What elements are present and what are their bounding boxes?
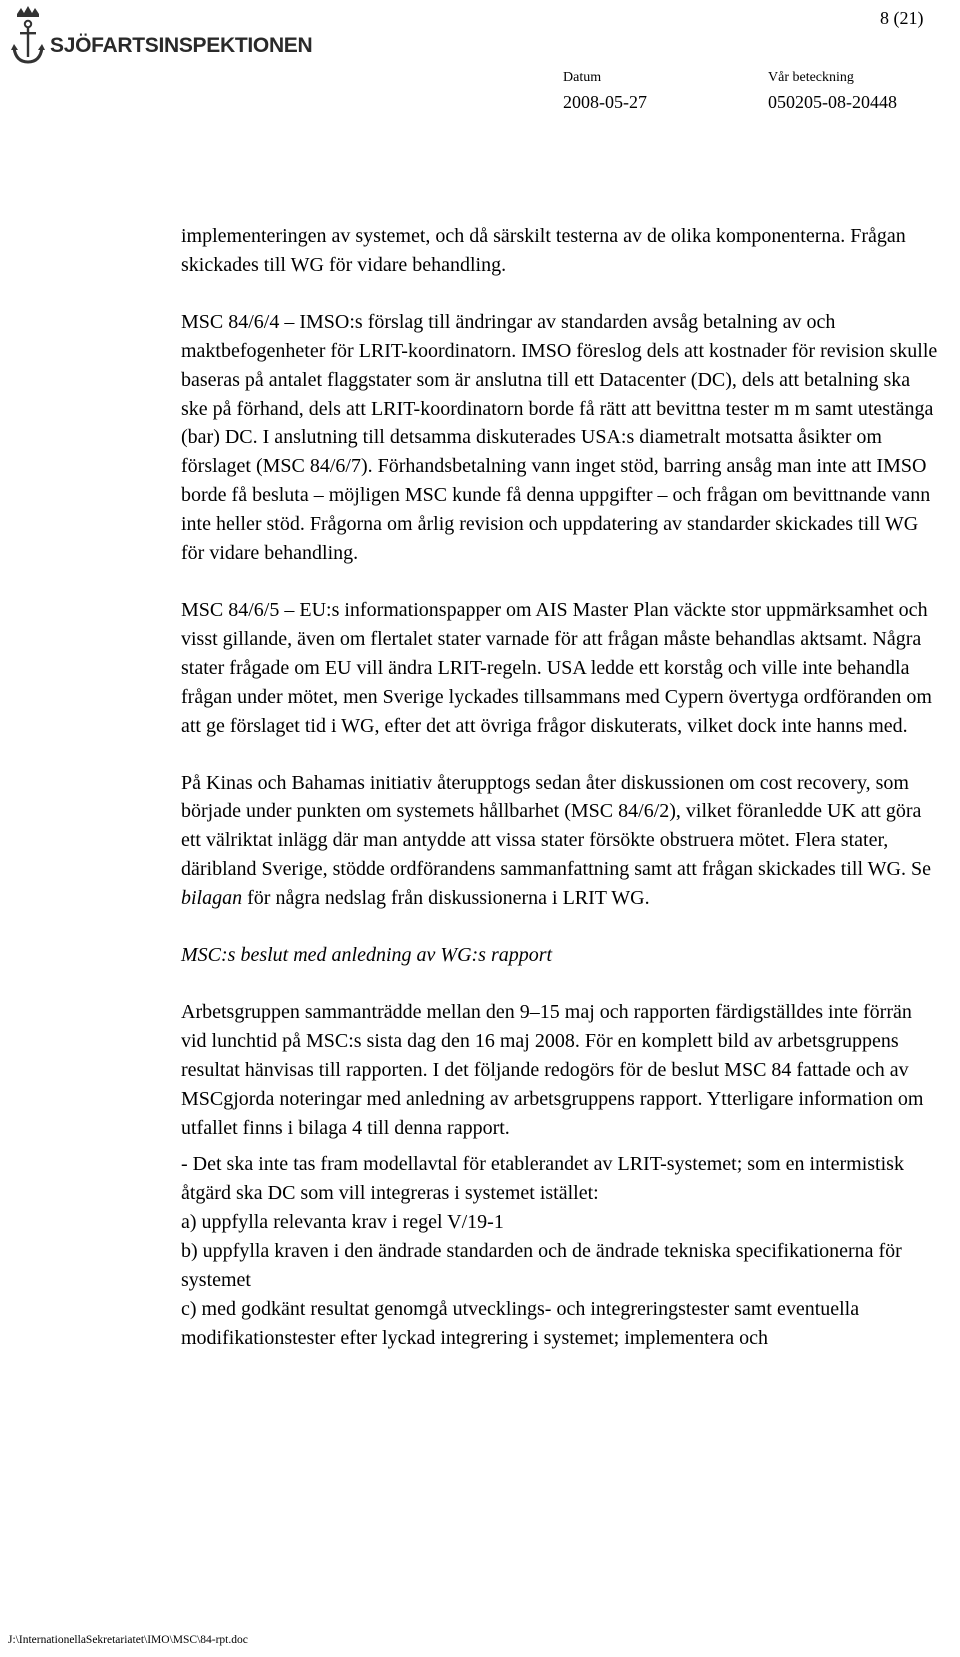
- file-path-footer: J:\InternationellaSekretariatet\IMO\MSC\84-rpt.doc: [8, 1634, 248, 1646]
- section-heading: [181, 941, 939, 970]
- section-heading-text: MSC:s beslut med anledning av WG:s rapport: [181, 944, 553, 967]
- paragraph-cost-recovery-text: På Kinas och Bahamas initiativ återupptogs sedan åter diskussionen om cost recovery, som började under punkten om systemets hållbarhet (MSC 84/6/2), vilket föranledde UK att göra ett välriktat inlägg där man antydde att vissa stater försökte obstruera mötet. Flera stater, däribland Sverige, stödde ordförandens sammanfattning samt att frågan skickades till WG. Se: [181, 771, 931, 881]
- organization-name: SJÖFARTSINSPEKTIONEN: [50, 34, 313, 57]
- paragraph-cost-recovery: [181, 769, 939, 914]
- paragraph-implementation: implementeringen av systemet, och då särskilt testerna av de olika komponenterna. Frågan skickades till WG för vidare behandling.: [181, 225, 906, 276]
- list-item-a: a) uppfylla relevanta krav i regel V/19-1: [181, 1211, 504, 1234]
- paragraph-cost-recovery-tail: för några nedslag från diskussionerna i LRIT WG.: [242, 887, 650, 910]
- date-label: Datum: [563, 70, 602, 85]
- list-item-c: c) med godkänt resultat genomgå utvecklings- och integreringstester samt eventuella modifikationstester efter lyckad integrering i systemet; implementera och: [181, 1298, 860, 1349]
- paragraph-msc-84-6-5: MSC 84/6/5 – EU:s informationspapper om AIS Master Plan väckte stor uppmärksamhet och visst gillande, även om flertalet stater varnade för att frågan måste behandlas aktsamt. Några stater frågade om EU vill ändra LRIT-regeln. USA ledde ett korståg och ville inte behandla frågan under mötet, men Sverige lyckades tillsammans med Cypern övertyga ordföranden om att ge förslaget tid i WG, efter det att övriga frågor diskuterats, vilket dock inte hanns med.: [181, 598, 932, 737]
- paragraph-msc-84-6-4: MSC 84/6/4 – IMSO:s förslag till ändringar av standarden avsåg betalning av och maktbefogenheter för LRIT-koordinatorn. IMSO föreslog dels att kostnader för revision skulle baseras på antalet flaggstater som är anslutna till ett Datacenter (DC), dels att betalning ska ske på förhand, dels att LRIT-koordinatorn borde få rätt att bevittna tester m m samt utestänga (bar) DC. I anslutning till detsamma diskuterades USA:s diametralt motsatta åsikter om förslaget (MSC 84/6/7). Förhandsbetalning vann inget stöd, barring ansåg man inte att IMSO borde få besluta – möjligen MSC kunde få denna uppgifter – och frågan om bevittnande vann inte heller stöd. Frågorna om årlig revision och uppdatering av standarder skickades till WG för vidare behandling.: [181, 310, 938, 565]
- crown-anchor-icon: [8, 4, 48, 70]
- bilagan-reference: bilagan: [181, 887, 243, 910]
- reference-label: Vår beteckning: [768, 70, 854, 85]
- paragraph-decision-intro: - Det ska inte tas fram modellavtal för etablerandet av LRIT-systemet; som en intermistisk åtgärd ska DC som vill integreras i systemet istället:: [181, 1153, 904, 1205]
- list-item-b: b) uppfylla kraven i den ändrade standarden och de ändrade tekniska specifikationerna för systemet: [181, 1240, 902, 1292]
- organization-logo: [8, 4, 313, 72]
- paragraph-working-group: Arbetsgruppen sammanträdde mellan den 9–15 maj och rapporten färdigställdes inte förrän vid lunchtid på MSC:s sista dag den 16 maj 2008. För en komplett bild av arbetsgruppens resultat hänvisas till rapporten. I det följande redogörs för de beslut MSC 84 fattade och av MSCgjorda noteringar med anledning av arbetsgruppens rapport. Ytterligare information om utfallet finns i bilaga 4 till denna rapport.: [181, 1000, 924, 1139]
- page-number: 8 (21): [880, 8, 924, 28]
- document-body: [181, 222, 939, 1353]
- reference-value: 050205-08-20448: [768, 92, 897, 112]
- date-value: 2008-05-27: [563, 92, 647, 112]
